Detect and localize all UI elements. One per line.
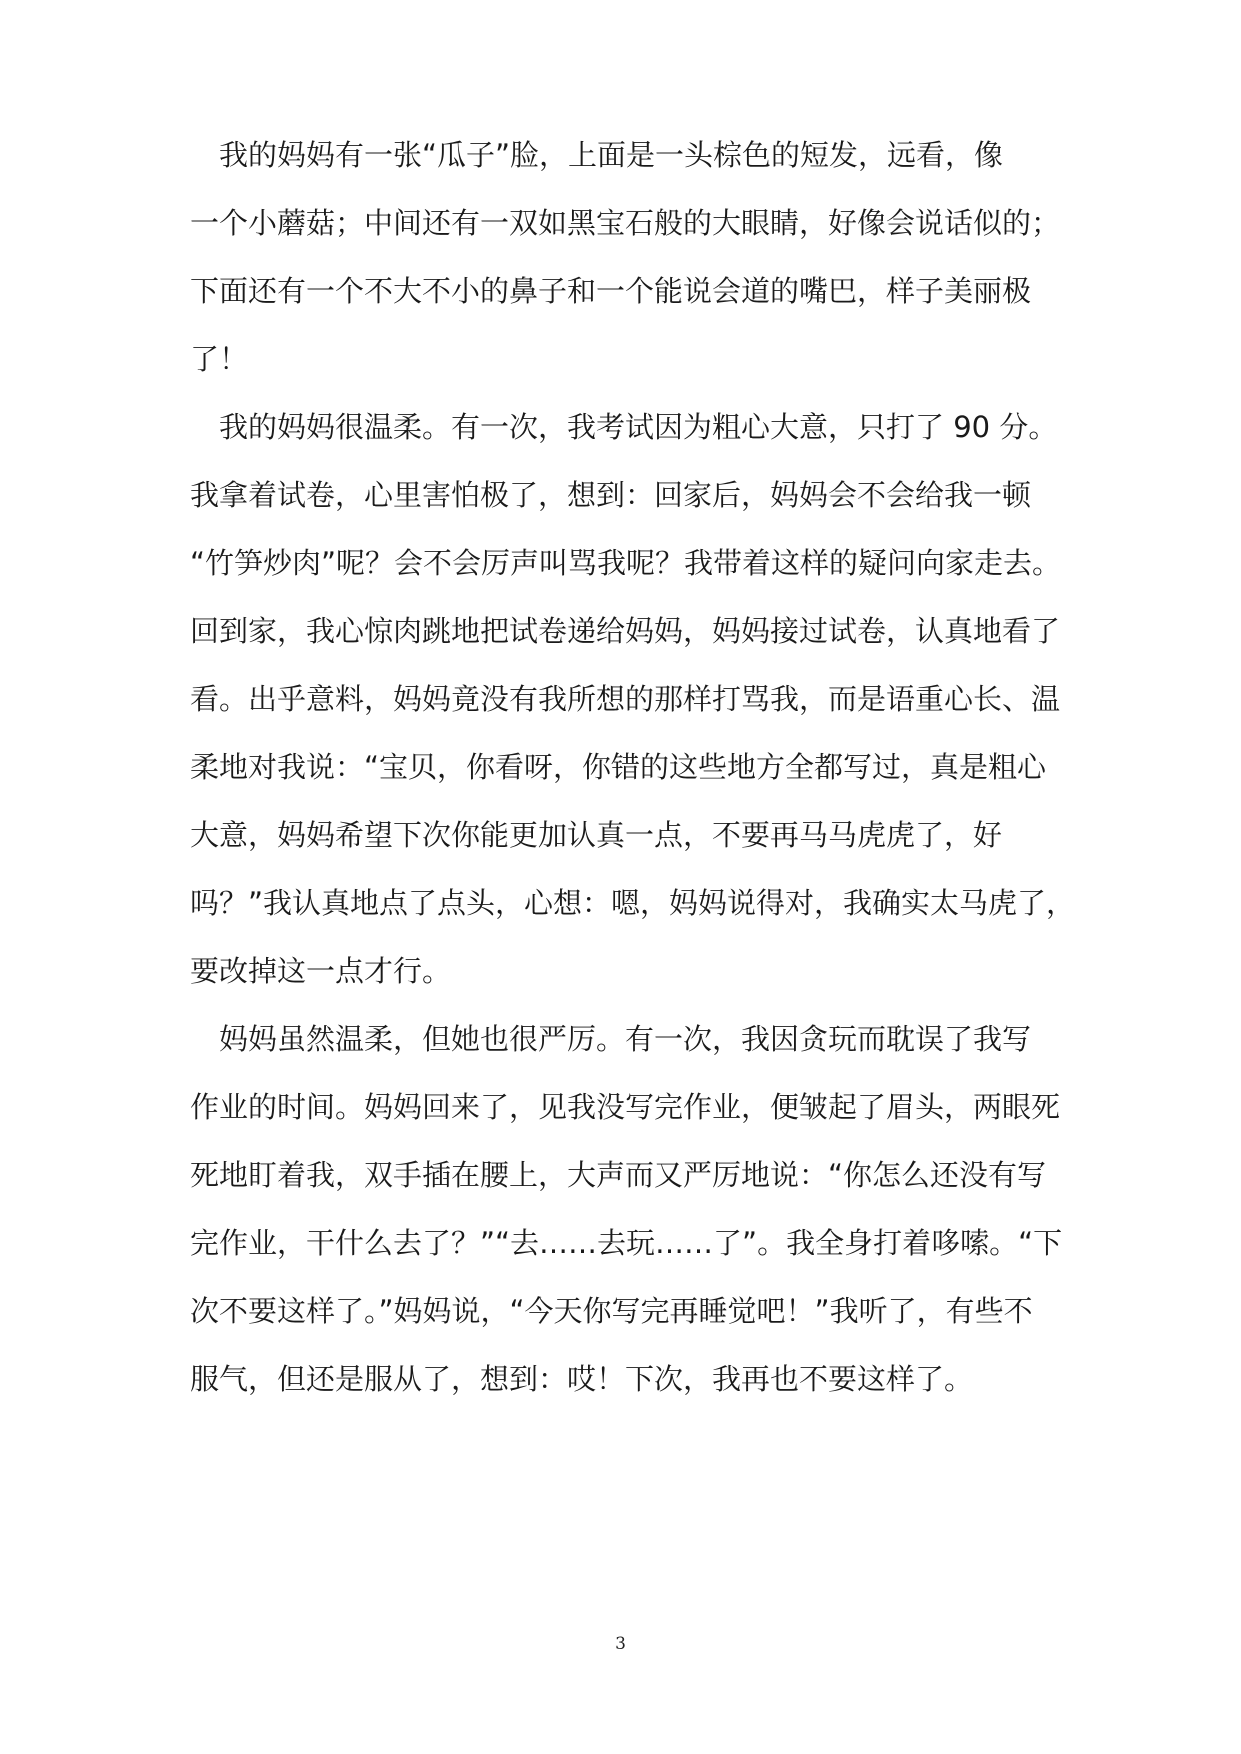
text-line: 下面还有一个不大不小的鼻子和一个能说会道的嘴巴，样子美丽极 (190, 274, 1032, 308)
text-line: 妈妈虽然温柔，但她也很严厉。有一次，我因贪玩而耽误了我写 (190, 1022, 1032, 1056)
text-line: “竹笋炒肉”呢？会不会厉声叫骂我呢？我带着这样的疑问向家走去。 (190, 546, 1062, 580)
text-line: 吗？”我认真地点了点头，心想：嗯，妈妈说得对，我确实太马虎了， (190, 886, 1076, 920)
text-line: 了！ (190, 342, 249, 376)
text-line: 看。出乎意料，妈妈竟没有我所想的那样打骂我，而是语重心长、温 (190, 682, 1061, 716)
text-line: 要改掉这一点才行。 (190, 954, 452, 988)
text-line: 我的妈妈很温柔。有一次，我考试因为粗心大意，只打了 90 分。 (190, 410, 1058, 444)
text-line: 完作业，干什么去了？”“去……去玩……了”。我全身打着哆嗦。“下 (190, 1226, 1063, 1260)
text-line: 我拿着试卷，心里害怕极了，想到：回家后，妈妈会不会给我一顿 (190, 478, 1032, 512)
text-line: 一个小蘑菇；中间还有一双如黑宝石般的大眼睛，好像会说话似的； (190, 206, 1061, 240)
text-line: 作业的时间。妈妈回来了，见我没写完作业，便皱起了眉头，两眼死 (190, 1090, 1061, 1124)
text-line: 柔地对我说：“宝贝，你看呀，你错的这些地方全都写过，真是粗心 (190, 750, 1047, 784)
text-line: 大意，妈妈希望下次你能更加认真一点，不要再马马虎虎了，好 (190, 818, 1003, 852)
text-line: 我的妈妈有一张“瓜子”脸，上面是一头棕色的短发，远看，像 (190, 138, 1004, 172)
text-line: 死地盯着我，双手插在腰上，大声而又严厉地说：“你怎么还没有写 (190, 1158, 1047, 1192)
text-line: 回到家，我心惊肉跳地把试卷递给妈妈，妈妈接过试卷，认真地看了 (190, 614, 1061, 648)
text-line: 服气，但还是服从了，想到：哎！下次，我再也不要这样了。 (190, 1362, 974, 1396)
text-line: 次不要这样了。”妈妈说，“今天你写完再睡觉吧！”我听了，有些不 (190, 1294, 1033, 1328)
page-number: 3 (615, 1634, 626, 1654)
